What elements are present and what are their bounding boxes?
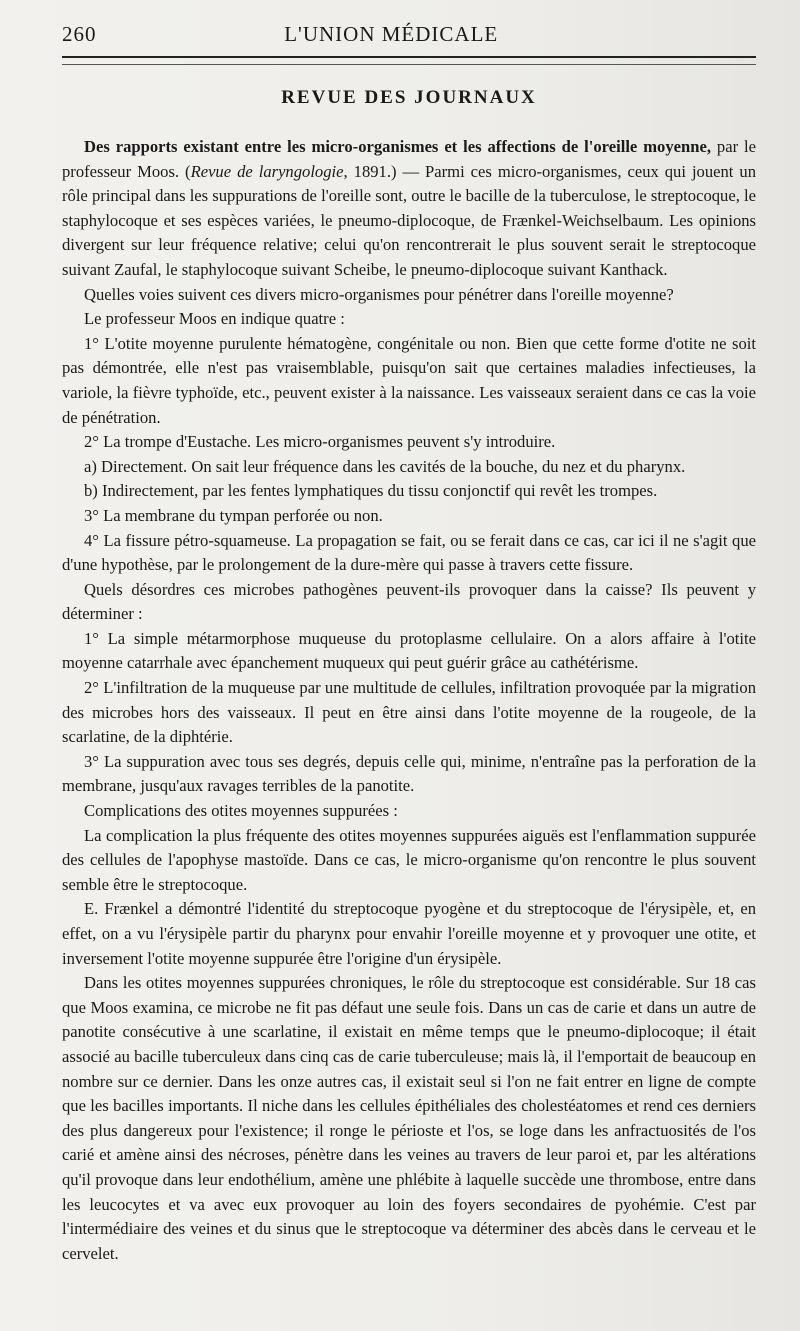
page-header — [62, 22, 756, 47]
lead-text-before-source: par le professeur Moos. ( — [62, 137, 757, 181]
paragraph: La complication la plus fréquente des otites moyennes suppurées aiguës est l'enflammation suppurée des cellules de l'apophyse mastoïde. Dans ce cas, le micro-organisme qu'on rencontre le plus souvent semble être le streptocoque. — [62, 825, 756, 894]
paragraph: Le professeur Moos en indique quatre : — [84, 309, 345, 329]
paragraph: 3° La membrane du tympan perforée ou non. — [84, 505, 383, 525]
paragraph: a) Directement. On sait leur fréquence dans les cavités de la bouche, du nez et du pharynx. — [84, 456, 686, 476]
journal-title: L'UNION MÉDICALE — [284, 22, 499, 46]
paragraph: 4° La fissure pétro-squameuse. La propagation se fait, ou se ferait dans ce cas, car ici il ne s'agit que d'une hypothèse, par le prolongement de la dure-mère qui passe à travers cette fissure. — [62, 530, 756, 575]
paragraph: E. Frænkel a démontré l'identité du streptocoque pyogène et du streptocoque de l'érysipèle, et, en effet, on a vu l'érysipèle partir du pharynx pour envahir l'oreille moyenne et y provoquer une otite, et inversement l'otite moyenne suppurée être l'origine d'un érysipèle. — [62, 899, 756, 968]
paragraph: Complications des otites moyennes suppurées : — [84, 801, 398, 821]
paragraph: 1° L'otite moyenne purulente hématogène, congénitale ou non. Bien que cette forme d'otite ne soit pas démontrée, elle n'est pas vraisemblable, puisqu'on sait que certaines maladies infectieuses, la variole, la fièvre typhoïde, etc., peuvent exister à la naissance. Les vaisseaux seraient dans ce cas la voie de pénétration. — [62, 333, 756, 427]
section-title: REVUE DES JOURNAUX — [281, 87, 537, 108]
header-rule — [62, 56, 756, 58]
lead-text-after-source: , 1891.) — Parmi ces micro-organismes, ceux qui jouent un rôle principal dans les suppurations de l'oreille sont, outre le bacille de la tuberculose, le streptocoque, le staphylocoque et ses espèces variées, le pneumo-diplocoque, de Frænkel-Weichselbaum. Les opinions divergent sur leur fréquence relative; celui qu'on rencontrerait le plus souvent serait le streptocoque suivant Zaufal, le staphylocoque suivant Scheibe, le pneumo-diplocoque suivant Kanthack. — [62, 161, 756, 279]
header-rule-thin — [62, 64, 756, 65]
lead-paragraph — [62, 135, 756, 283]
paragraph: 2° La trompe d'Eustache. Les micro-organismes peuvent s'y introduire. — [84, 432, 556, 452]
page-number: 260 — [62, 22, 97, 46]
paragraph: b) Indirectement, par les fentes lymphatiques du tissu conjonctif qui revêt les trompes. — [84, 481, 658, 501]
paragraph: Quelles voies suivent ces divers micro-organismes pour pénétrer dans l'oreille moyenne? — [84, 284, 674, 304]
source-journal: Revue de laryngologie — [190, 161, 344, 181]
paragraph: 2° L'infiltration de la muqueuse par une multitude de cellules, infiltration provoquée par la migration des microbes hors des vaisseaux. Il peut en être ainsi dans l'otite moyenne de la rougeole, de la scarlatine, de la diphtérie. — [62, 678, 756, 747]
paragraph: Dans les otites moyennes suppurées chroniques, le rôle du streptocoque est considérable. Sur 18 cas que Moos examina, ce microbe ne fit pas défaut une seule fois. Dans un cas de carie et dans un autre de panotite consécutive à une scarlatine, il existait en même temps que le pneumo-diplocoque; il était associé au bacille tuberculeux dans cinq cas de carie tuberculeuse; mais là, il l'emportait de beaucoup en nombre sur ce dernier. Dans les onze autres cas, il existait seul si l'on ne fait entrer en ligne de compte que les bacilles importants. Il niche dans les cellules épithéliales des cholestéatomes et rend ces derniers des plus dangereux pour l'existence; il ronge le périoste et l'os, se loge dans les anfractuosités de l'os carié et amène ainsi des nécroses, pénètre dans les veines au travers de leur paroi et, par les altérations qu'il provoque dans leur endothélium, amène une phlébite à laquelle succède une thrombose, entre dans les leucocytes et va avec eux provoquer au loin des foyers secondaires de pyohémie. C'est par l'intermédiaire des veines et du sinus que le streptocoque va déterminer des abcès dans le cerveau et le cervelet. — [62, 973, 756, 1263]
article-title: Des rapports existant entre les micro-organismes et les affections de l'oreille moyenne, — [84, 137, 711, 156]
paragraph: 3° La suppuration avec tous ses degrés, depuis celle qui, minime, n'entraîne pas la perforation de la membrane, jusqu'aux ravages terribles de la panotite. — [62, 751, 756, 796]
paragraph: Quels désordres ces microbes pathogènes peuvent-ils provoquer dans la caisse? Ils peuvent y déterminer : — [62, 579, 756, 624]
paragraph: 1° La simple métarmorphose muqueuse du protoplasme cellulaire. On a alors affaire à l'otite moyenne catarrhale avec épanchement muqueux qui peut guérir grâce au cathétérisme. — [62, 628, 756, 673]
